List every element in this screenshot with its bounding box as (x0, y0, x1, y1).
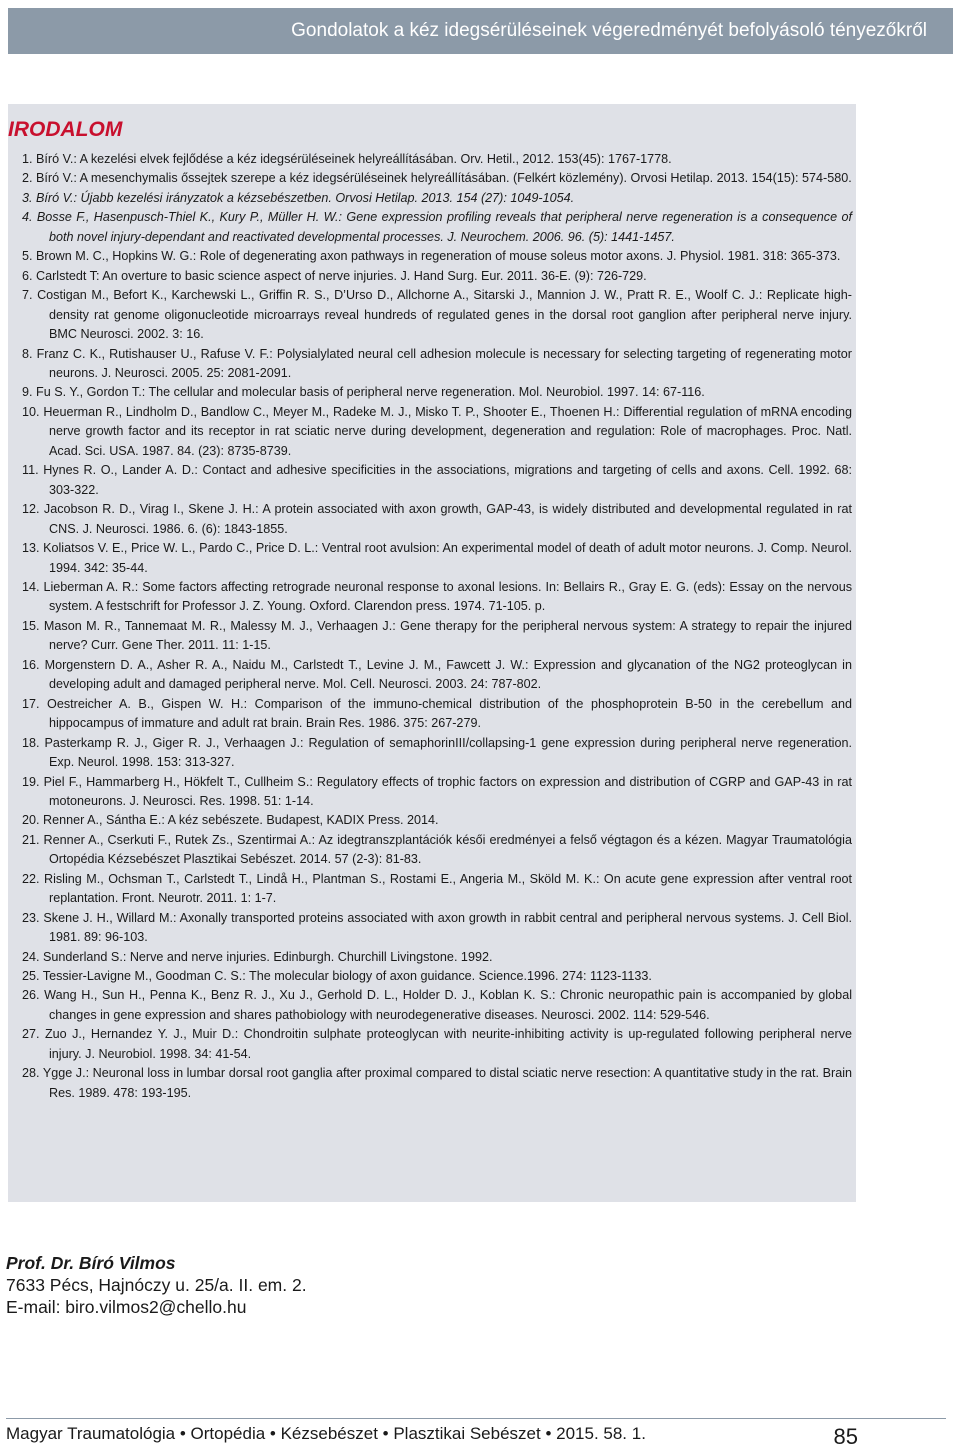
reference-item: 3. Bíró V.: Újabb kezelési irányzatok a kézsebészetben. Orvosi Hetilap. 2013. 154 (27): 1049-1054. (22, 190, 575, 205)
page-header-bar (8, 8, 953, 54)
author-address: 7633 Pécs, Hajnóczy u. 25/a. II. em. 2. (6, 1275, 307, 1295)
reference-item: 1. Bíró V.: A kezelési elvek fejlődése a kéz idegsérüléseinek helyreállításában. Orv. Hetil., 2012. 153(45): 1767-1778. (22, 152, 672, 166)
page-number: 85 (833, 1424, 858, 1449)
reference-item: 16. Morgenstern D. A., Asher R. A., Naidu M., Carlstedt T., Levine J. M., Fawcett J. W.: Expression and glycanation of the NG2 proteoglycan in developing adult and damaged peripheral nerve. Mol. Cell. Neurosci. 2003. 24: 787-802. (22, 657, 852, 692)
references-list (10, 150, 852, 1103)
reference-item: 2. Bíró V.: A mesenchymalis őssejtek szerepe a kéz idegsérüléseinek helyreállításában. (Felkért közlemény). Orvosi Hetilap. 2013. 154(15): 574-580. (22, 171, 852, 186)
reference-item: 28. Ygge J.: Neuronal loss in lumbar dorsal root ganglia after proximal compared to distal sciatic nerve resection: A quantitative study in the rat. Brain Res. 1989. 478: 193-195. (22, 1066, 852, 1100)
reference-item: 26. Wang H., Sun H., Penna K., Benz R. J., Xu J., Gerhold D. L., Holder D. J., Koblan K. S.: Chronic neuropathic pain is accompanied by global changes in gene expression and shares pathobiology with neurodegenerative diseases. Neurosci. 2002. 114: 529-546. (22, 988, 852, 1022)
running-title: Gondolatok a kéz idegsérüléseinek végeredményét befolyásoló tényezőkről (291, 20, 927, 41)
reference-item: 27. Zuo J., Hernandez Y. J., Muir D.: Chondroitin sulphate proteoglycan with neurite-inhibiting activity is up-regulated following peripheral nerve injury. J. Neurobiol. 1998. 34: 41-54. (22, 1027, 852, 1061)
reference-item: 6. Carlstedt T: An overture to basic science aspect of nerve injuries. J. Hand Surg. Eur. 2011. 36-E. (9): 726-729. (22, 268, 647, 283)
author-email: E-mail: biro.vilmos2@chello.hu (6, 1297, 247, 1317)
reference-item: 21. Renner A., Cserkuti F., Rutek Zs., Szentirmai A.: Az idegtranszplantációk késői eredményei a felső végtagon és a kézen. Magyar Traumatológia Ortopédia Kézsebészet Plasztikai Sebészet. 2014. 57 (2-3): 81-83. (22, 832, 852, 867)
reference-item: 14. Lieberman A. R.: Some factors affecting retrograde neuronal response to axonal lesions. In: Bellairs R., Gray E. G. (eds): Essay on the nervous system. A festschrift for Professor J. Z. Young. Oxford. Clarendon press. 1974. 71-105. p. (22, 579, 852, 614)
reference-item: 19. Piel F., Hammarberg H., Hökfelt T., Cullheim S.: Regulatory effects of trophic factors on expression and distribution of CGRP and GAP-43 in rat motoneurons. J. Neurosci. Res. 1998. 51: 1-14. (22, 774, 852, 808)
reference-item: 23. Skene J. H., Willard M.: Axonally transported proteins associated with axon growth in rabbit central and peripheral nervous systems. J. Cell Biol. 1981. 89: 96-103. (22, 910, 852, 945)
reference-item: 13. Koliatsos V. E., Price W. L., Pardo C., Price D. L.: Ventral root avulsion: An experimental model of death of adult motor neurons. J. Comp. Neurol. 1994. 342: 35-44. (22, 541, 852, 575)
reference-item: 7. Costigan M., Befort K., Karchewski L., Griffin R. S., D’Urso D., Allchorne A., Sitarski J., Mannion J. W., Pratt R. E., Woolf C. J.: Replicate high-density rat genome oligonucleotide microarrays reveal hundreds of regulated genes in the dorsal root ganglion after peripheral nerve injury. BMC Neurosci. 2002. 3: 16. (22, 288, 852, 342)
reference-item: 12. Jacobson R. D., Virag I., Skene J. H.: A protein associated with axon growth, GAP-43, is widely distributed and developmental regulated in rat CNS. J. Neurosci. 1986. 6. (6): 1843-1855. (22, 502, 852, 536)
reference-item: 24. Sunderland S.: Nerve and nerve injuries. Edinburgh. Churchill Livingstone. 1992. (22, 949, 493, 964)
reference-item: 4. Bosse F., Hasenpusch-Thiel K., Kury P., Müller H. W.: Gene expression profiling reveals that peripheral nerve regeneration is a consequence of both novel injury-dependant and reactivated developmental processes. J. Neurochem. 2006. 96. (5): 1441-1457. (22, 210, 852, 244)
references-heading: IRODALOM (8, 118, 123, 141)
reference-item: 11. Hynes R. O., Lander A. D.: Contact and adhesive specificities in the associations, migrations and targeting of cells and axons. Cell. 1992. 68: 303-322. (22, 463, 852, 497)
reference-item: 20. Renner A., Sántha E.: A kéz sebészete. Budapest, KADIX Press. 2014. (22, 813, 439, 828)
reference-item: 8. Franz C. K., Rutishauser U., Rafuse V. F.: Polysialylated neural cell adhesion molecule is necessary for selecting targeting of regenerating motor neurons. J. Neurosci. 2005. 25: 2081-2091. (22, 346, 852, 380)
reference-item: 10. Heuerman R., Lindholm D., Bandlow C., Meyer M., Radeke M. J., Misko T. P., Shooter E., Thoenen H.: Differential regulation of mRNA encoding nerve growth factor and its receptor in rat sciatic nerve during development, degeneration and regulation: Role of macrophages. Proc. Natl. Acad. Sci. USA. 1987. 84. (23): 8735-8739. (22, 404, 852, 458)
reference-item: 9. Fu S. Y., Gordon T.: The cellular and molecular basis of peripheral nerve regeneration. Mol. Neurobiol. 1997. 14: 67-116. (22, 385, 705, 400)
reference-item: 18. Pasterkamp R. J., Giger R. J., Verhaagen J.: Regulation of semaphorinIII/collapsing-1 gene expression during peripheral nerve regeneration. Exp. Neurol. 1998. 153: 313-327. (22, 735, 852, 770)
reference-item: 17. Oestreicher A. B., Gispen W. H.: Comparison of the immuno-chemical distribution of the phosphoprotein B-50 in the cerebellum and hippocampus of immature and adult rat brain. Brain Res. 1986. 375: 267-279. (22, 696, 852, 731)
reference-item: 25. Tessier-Lavigne M., Goodman C. S.: The molecular biology of axon guidance. Science.1996. 274: 1123-1133. (22, 969, 652, 984)
reference-item: 15. Mason M. R., Tannemaat M. R., Malessy M. J., Verhaagen J.: Gene therapy for the peripheral nervous system: A strategy to repair the injured nerve? Curr. Gene Ther. 2011. 11: 1-15. (22, 618, 852, 653)
author-name: Prof. Dr. Bíró Vilmos (6, 1253, 176, 1273)
footer-divider (6, 1418, 946, 1419)
author-contact (6, 1252, 307, 1318)
footer-journal: Magyar Traumatológia • Ortopédia • Kézsebészet • Plasztikai Sebészet • 2015. 58. 1. (6, 1424, 646, 1443)
reference-item: 5. Brown M. C., Hopkins W. G.: Role of degenerating axon pathways in regeneration of mouse soleus motor axons. J. Physiol. 1981. 318: 365-373. (22, 249, 841, 264)
reference-item: 22. Risling M., Ochsman T., Carlstedt T., Lindå H., Plantman S., Rostami E., Angeria M., Sköld M. K.: On acute gene expression after ventral root replantation. Front. Neurotr. 2011. 1: 1-7. (22, 871, 852, 906)
